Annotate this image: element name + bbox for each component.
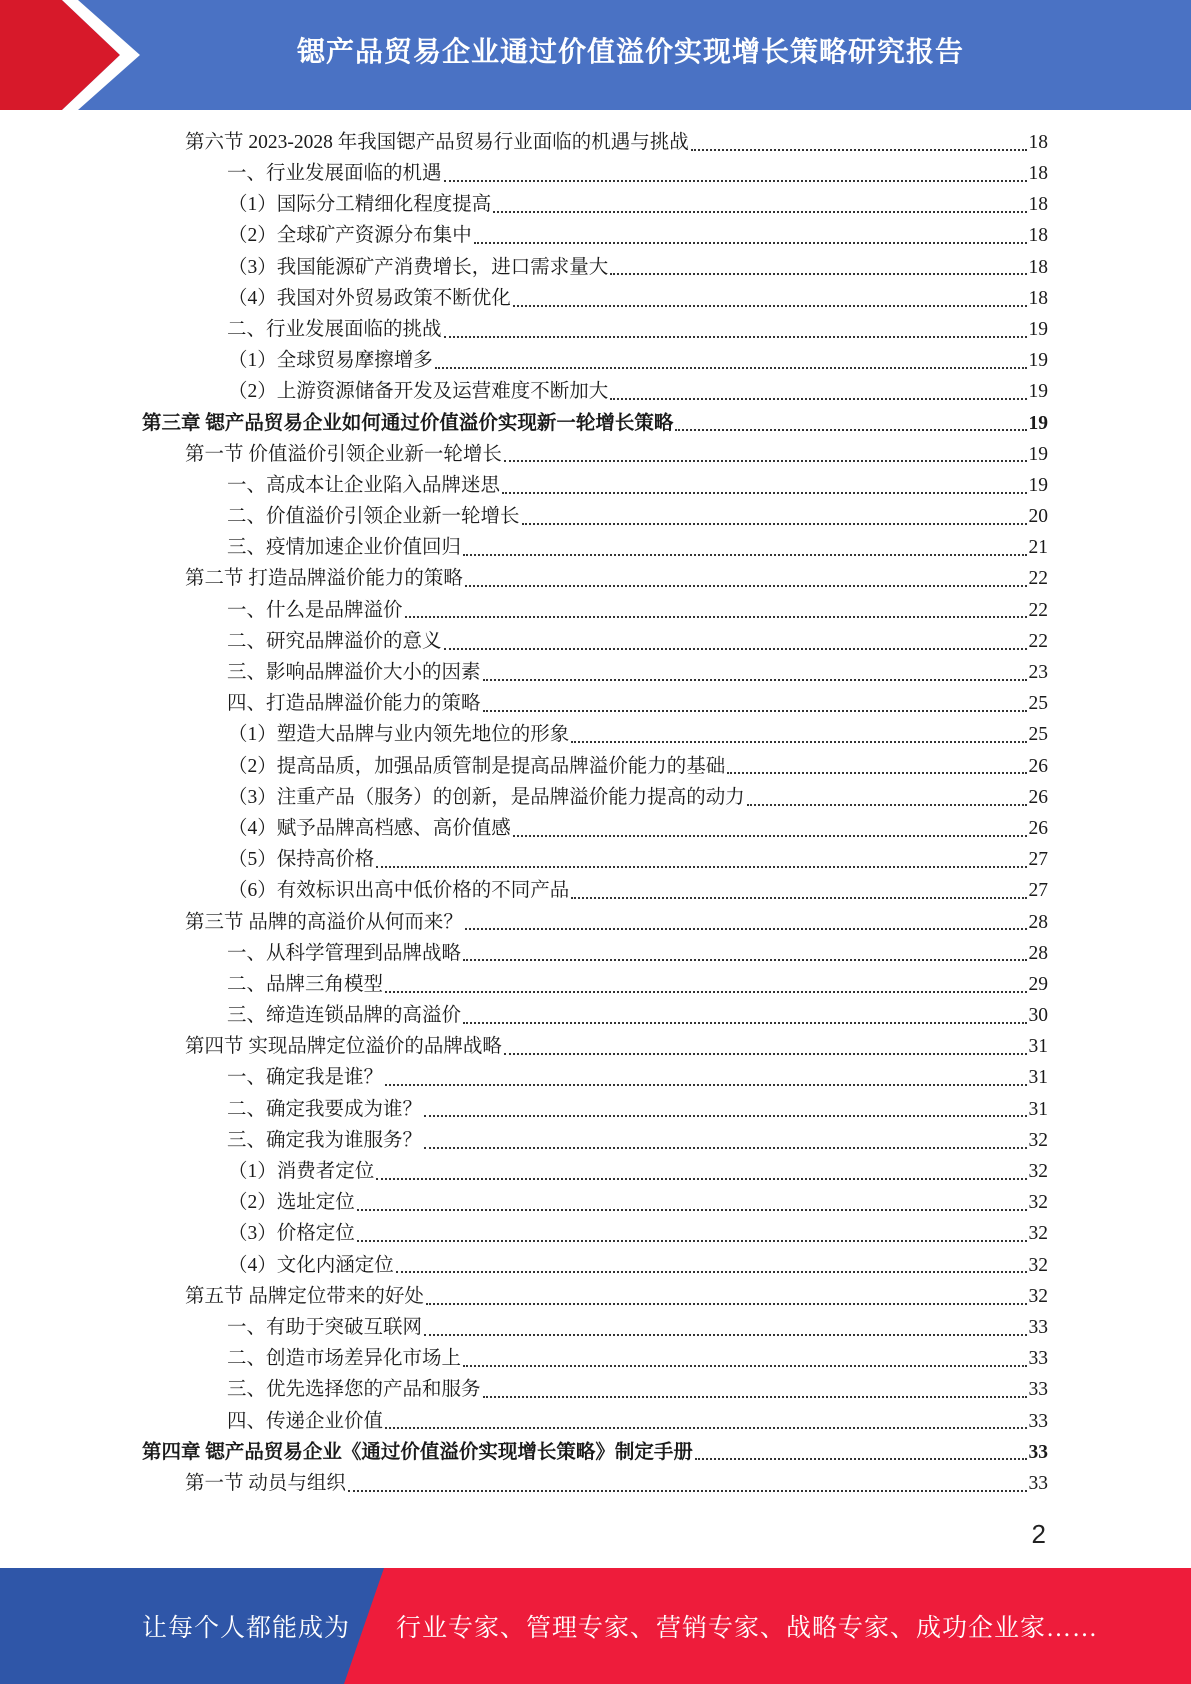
toc-entry-page: 30 <box>1028 1005 1048 1027</box>
toc-entry-page: 19 <box>1028 443 1048 465</box>
toc-entry[interactable] <box>142 1063 1048 1094</box>
toc-entry-label: （2）提高品质，加强品质管制是提高品牌溢价能力的基础 <box>228 755 726 777</box>
toc-dot-leader <box>571 735 1026 743</box>
toc-dot-leader <box>426 1297 1027 1305</box>
toc-entry[interactable] <box>142 907 1048 938</box>
toc-entry[interactable] <box>142 252 1048 283</box>
toc-dot-leader <box>747 798 1027 806</box>
toc-entry[interactable] <box>142 938 1048 969</box>
toc-dot-leader <box>385 1421 1026 1429</box>
toc-entry[interactable] <box>142 969 1048 1000</box>
table-of-contents <box>142 127 1048 1499</box>
toc-entry[interactable] <box>142 782 1048 813</box>
toc-dot-leader <box>357 1234 1027 1242</box>
toc-entry[interactable] <box>142 720 1048 751</box>
toc-dot-leader <box>513 299 1027 307</box>
toc-dot-leader <box>504 1047 1027 1055</box>
toc-entry-page: 19 <box>1028 350 1048 372</box>
toc-entry-label: 二、品牌三角模型 <box>227 973 384 995</box>
toc-entry[interactable] <box>142 1031 1048 1062</box>
toc-dot-leader <box>727 766 1026 774</box>
toc-entry[interactable] <box>142 532 1048 563</box>
toc-dot-leader <box>396 1265 1027 1273</box>
page-header <box>0 0 1191 110</box>
toc-entry[interactable] <box>142 751 1048 782</box>
toc-entry[interactable] <box>142 501 1048 532</box>
toc-entry[interactable] <box>142 1281 1048 1312</box>
toc-entry[interactable] <box>142 688 1048 719</box>
toc-entry-label: 第四章 锶产品贸易企业《通过价值溢价实现增长策略》制定手册 <box>142 1441 693 1463</box>
toc-entry-label: 三、优先选择您的产品和服务 <box>227 1379 481 1401</box>
toc-entry-label: 三、疫情加速企业价值回归 <box>227 537 462 559</box>
toc-entry[interactable] <box>142 470 1048 501</box>
toc-entry[interactable] <box>142 1094 1048 1125</box>
toc-entry-page: 26 <box>1028 786 1048 808</box>
toc-entry-page: 28 <box>1028 911 1048 933</box>
toc-dot-leader <box>502 486 1026 494</box>
toc-entry-label: 二、研究品牌溢价的意义 <box>227 630 442 652</box>
toc-dot-leader <box>463 548 1026 556</box>
toc-entry-page: 31 <box>1028 1036 1048 1058</box>
toc-dot-leader <box>348 1484 1027 1492</box>
toc-entry-label: （4）文化内涵定位 <box>228 1254 394 1276</box>
toc-entry[interactable] <box>142 595 1048 626</box>
toc-dot-leader <box>424 1141 1026 1149</box>
toc-entry-label: 一、什么是品牌溢价 <box>227 599 403 621</box>
toc-entry-page: 21 <box>1028 537 1048 559</box>
toc-entry-label: 一、确定我是谁？ <box>227 1067 384 1089</box>
toc-dot-leader <box>444 174 1027 182</box>
footer-slogan-right: 行业专家、管理专家、营销专家、战略专家、成功企业家…… <box>396 1615 1099 1642</box>
toc-entry-page: 31 <box>1028 1098 1048 1120</box>
toc-entry-label: 第一节 动员与组织 <box>185 1472 346 1494</box>
toc-entry[interactable] <box>142 1000 1048 1031</box>
report-title: 锶产品贸易企业通过价值溢价实现增长策略研究报告 <box>296 35 964 68</box>
toc-entry-page: 18 <box>1028 287 1048 309</box>
toc-entry[interactable] <box>142 1343 1048 1374</box>
toc-entry-page: 22 <box>1028 599 1048 621</box>
toc-entry-page: 32 <box>1028 1161 1048 1183</box>
toc-entry-label: （3）价格定位 <box>228 1223 355 1245</box>
toc-entry[interactable] <box>142 283 1048 314</box>
toc-entry-page: 26 <box>1028 817 1048 839</box>
toc-entry[interactable] <box>142 439 1048 470</box>
toc-dot-leader <box>465 579 1027 587</box>
toc-entry-page: 18 <box>1028 256 1048 278</box>
toc-entry-page: 33 <box>1028 1316 1048 1338</box>
toc-entry-label: 三、缔造连锁品牌的高溢价 <box>227 1005 462 1027</box>
toc-entry-label: 三、确定我为谁服务？ <box>227 1129 423 1151</box>
header-chevron-decoration <box>0 0 200 110</box>
toc-entry-label: （1）国际分工精细化程度提高 <box>228 194 492 216</box>
toc-entry-page: 18 <box>1028 131 1048 153</box>
toc-entry-page: 22 <box>1028 568 1048 590</box>
toc-entry[interactable] <box>142 844 1048 875</box>
toc-entry-page: 33 <box>1028 1441 1048 1463</box>
toc-entry-label: 四、打造品牌溢价能力的策略 <box>227 693 481 715</box>
toc-dot-leader <box>376 860 1026 868</box>
toc-entry[interactable] <box>142 377 1048 408</box>
toc-dot-leader <box>474 236 1027 244</box>
toc-entry[interactable] <box>142 221 1048 252</box>
toc-dot-leader <box>695 1452 1027 1460</box>
toc-entry-page: 27 <box>1028 880 1048 902</box>
toc-chapter-entry[interactable] <box>142 408 1048 439</box>
toc-entry-page: 32 <box>1028 1254 1048 1276</box>
toc-entry-label: （2）上游资源储备开发及运营难度不断加大 <box>228 381 609 403</box>
toc-entry-page: 33 <box>1028 1348 1048 1370</box>
toc-entry[interactable] <box>142 1187 1048 1218</box>
toc-entry-page: 23 <box>1028 662 1048 684</box>
toc-entry-page: 19 <box>1028 412 1048 434</box>
toc-dot-leader <box>610 392 1026 400</box>
toc-entry-label: （2）全球矿产资源分布集中 <box>228 225 472 247</box>
page-footer <box>0 1568 1191 1684</box>
toc-entry-page: 19 <box>1028 474 1048 496</box>
toc-dot-leader <box>385 1078 1026 1086</box>
toc-entry[interactable] <box>142 1156 1048 1187</box>
toc-entry-page: 33 <box>1028 1472 1048 1494</box>
toc-entry-label: 一、从科学管理到品牌战略 <box>227 942 462 964</box>
toc-entry-label: 第四节 实现品牌定位溢价的品牌战略 <box>185 1036 502 1058</box>
toc-dot-leader <box>610 267 1026 275</box>
toc-entry-page: 33 <box>1028 1379 1048 1401</box>
toc-entry-label: （3）我国能源矿产消费增长，进口需求量大 <box>228 256 609 278</box>
toc-entry[interactable] <box>142 1468 1048 1499</box>
toc-entry-label: （4）我国对外贸易政策不断优化 <box>228 287 511 309</box>
toc-dot-leader <box>435 361 1027 369</box>
toc-dot-leader <box>522 517 1027 525</box>
toc-dot-leader <box>493 205 1026 213</box>
toc-entry[interactable] <box>142 564 1048 595</box>
toc-dot-leader <box>513 829 1027 837</box>
toc-dot-leader <box>691 143 1027 151</box>
toc-entry[interactable] <box>142 189 1048 220</box>
toc-entry[interactable] <box>142 1250 1048 1281</box>
page-number: 2 <box>1031 1519 1046 1549</box>
toc-entry[interactable] <box>142 1219 1048 1250</box>
toc-dot-leader <box>463 1016 1026 1024</box>
toc-dot-leader <box>483 704 1027 712</box>
toc-entry-label: （6）有效标识出高中低价格的不同产品 <box>228 880 570 902</box>
toc-entry[interactable] <box>142 345 1048 376</box>
toc-dot-leader <box>385 985 1026 993</box>
toc-entry[interactable] <box>142 1125 1048 1156</box>
toc-entry-label: （4）赋予品牌高档感、高价值感 <box>228 817 511 839</box>
toc-entry-page: 32 <box>1028 1285 1048 1307</box>
toc-dot-leader <box>405 610 1027 618</box>
toc-dot-leader <box>444 642 1027 650</box>
toc-entry[interactable] <box>142 657 1048 688</box>
toc-entry-label: 一、有助于突破互联网 <box>227 1316 423 1338</box>
toc-dot-leader <box>357 1203 1027 1211</box>
toc-dot-leader <box>504 454 1027 462</box>
toc-entry-label: 第一节 价值溢价引领企业新一轮增长 <box>185 443 502 465</box>
toc-entry[interactable] <box>142 127 1048 158</box>
toc-entry-page: 18 <box>1028 163 1048 185</box>
toc-entry-label: （2）选址定位 <box>228 1192 355 1214</box>
toc-entry-label: 二、创造市场差异化市场上 <box>227 1348 462 1370</box>
toc-entry-page: 18 <box>1028 194 1048 216</box>
toc-entry-label: 二、价值溢价引领企业新一轮增长 <box>227 506 520 528</box>
toc-entry-page: 32 <box>1028 1192 1048 1214</box>
toc-entry[interactable] <box>142 626 1048 657</box>
toc-entry-label: 一、行业发展面临的机遇 <box>227 163 442 185</box>
toc-entry-label: 第六节 2023-2028 年我国锶产品贸易行业面临的机遇与挑战 <box>185 131 689 153</box>
toc-dot-leader <box>463 1359 1026 1367</box>
toc-dot-leader <box>571 891 1026 899</box>
toc-dot-leader <box>376 1172 1026 1180</box>
toc-chapter-entry[interactable] <box>142 1437 1048 1468</box>
toc-entry-label: 二、确定我要成为谁？ <box>227 1098 423 1120</box>
toc-entry-page: 33 <box>1028 1410 1048 1432</box>
toc-entry-page: 19 <box>1028 381 1048 403</box>
toc-entry-label: （1）消费者定位 <box>228 1161 375 1183</box>
toc-entry-label: （3）注重产品（服务）的创新，是品牌溢价能力提高的动力 <box>228 786 745 808</box>
toc-dot-leader <box>675 423 1026 431</box>
toc-entry-label: 二、行业发展面临的挑战 <box>227 318 442 340</box>
toc-dot-leader <box>424 1109 1026 1117</box>
toc-entry-page: 29 <box>1028 973 1048 995</box>
toc-entry-label: 一、高成本让企业陷入品牌迷思 <box>227 474 501 496</box>
toc-dot-leader <box>463 953 1026 961</box>
toc-entry-label: 第五节 品牌定位带来的好处 <box>185 1285 424 1307</box>
toc-entry-page: 31 <box>1028 1067 1048 1089</box>
toc-entry[interactable] <box>142 314 1048 345</box>
toc-entry-label: 三、影响品牌溢价大小的因素 <box>227 662 481 684</box>
toc-dot-leader <box>424 1328 1026 1336</box>
toc-entry[interactable] <box>142 1375 1048 1406</box>
toc-entry[interactable] <box>142 876 1048 907</box>
toc-entry-label: 四、传递企业价值 <box>227 1410 384 1432</box>
toc-entry-page: 25 <box>1028 724 1048 746</box>
toc-entry-page: 32 <box>1028 1223 1048 1245</box>
toc-entry-label: 第三节 品牌的高溢价从何而来？ <box>185 911 463 933</box>
toc-dot-leader <box>483 1390 1027 1398</box>
toc-entry-page: 28 <box>1028 942 1048 964</box>
toc-entry-label: 第二节 打造品牌溢价能力的策略 <box>185 568 463 590</box>
toc-dot-leader <box>483 673 1027 681</box>
toc-entry[interactable] <box>142 158 1048 189</box>
toc-entry-page: 20 <box>1028 506 1048 528</box>
toc-entry-label: （1）全球贸易摩擦增多 <box>228 350 433 372</box>
toc-entry-page: 32 <box>1028 1129 1048 1151</box>
toc-entry-page: 27 <box>1028 849 1048 871</box>
toc-entry-label: （5）保持高价格 <box>228 849 375 871</box>
footer-slogan-left: 让每个人都能成为 <box>142 1615 351 1642</box>
toc-entry-page: 19 <box>1028 318 1048 340</box>
toc-entry-label: （1）塑造大品牌与业内领先地位的形象 <box>228 724 570 746</box>
toc-entry-page: 26 <box>1028 755 1048 777</box>
toc-dot-leader <box>444 330 1027 338</box>
toc-entry[interactable] <box>142 1312 1048 1343</box>
toc-entry[interactable] <box>142 813 1048 844</box>
toc-entry-page: 22 <box>1028 630 1048 652</box>
toc-entry[interactable] <box>142 1406 1048 1437</box>
toc-dot-leader <box>465 922 1027 930</box>
toc-entry-page: 25 <box>1028 693 1048 715</box>
toc-entry-label: 第三章 锶产品贸易企业如何通过价值溢价实现新一轮增长策略 <box>142 412 674 434</box>
toc-entry-page: 18 <box>1028 225 1048 247</box>
